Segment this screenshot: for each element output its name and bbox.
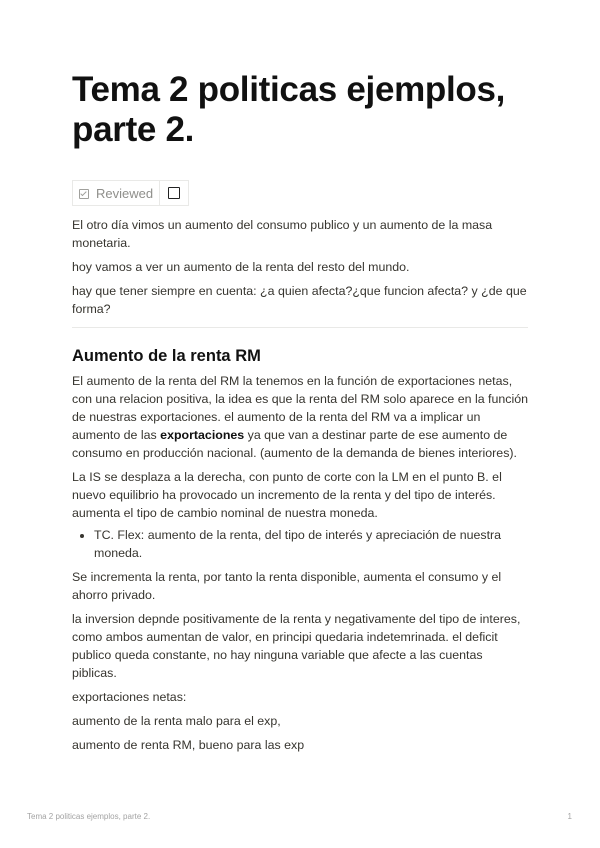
section-paragraph-5: exportaciones netas: [72,690,187,704]
property-name [72,180,159,206]
section-paragraph-2: La IS se desplaza a la derecha, con punto de corte con la LM en el punto B. el nuevo equilibrio ha provocado un incremento de la renta y del tipo de interés. aumenta el tipo de cambio nominal de nuestra moneda. [72,470,502,520]
bullet-item: • TC. Flex: aumento de la renta, del tipo de interés y apreciación de nuestra moneda. [94,526,528,562]
property-value[interactable] [159,180,189,206]
page-footer [27,812,572,821]
property-label: Reviewed [96,185,154,201]
intro-paragraph-1: El otro día vimos un aumento del consumo publico y un aumento de la masa monetaria. [72,218,493,250]
page-number: 1 [567,812,572,821]
page-content [72,70,528,754]
intro-block [72,216,528,318]
bold-term: exportaciones [160,428,245,442]
section-paragraph-6: aumento de la renta malo para el exp, [72,714,281,728]
section-heading: Aumento de la renta RM [72,347,261,365]
property-row [72,180,528,206]
section-paragraph-1 [72,372,528,462]
bullet-list [72,526,528,562]
intro-paragraph-2: hoy vamos a ver un aumento de la renta del resto del mundo. [72,260,410,274]
section-paragraph-3: Se incrementa la renta, por tanto la renta disponible, aumenta el consumo y el ahorro privado. [72,570,502,602]
section-paragraph-4: la inversion depnde positivamente de la renta y negativamente del tipo de interes, como ambos aumentan de valor, en principi quedaria indetemrinada. el deficit publico queda constante, no hay ninguna variable que afecte a las cuentas piblicas. [72,612,521,680]
paragraph-text: El aumento de la renta del RM la tenemos en la función de exportaciones netas, con una relacion positiva, la idea es que la renta del RM solo aparece en la función de nuestras exportaciones. el aumento de la renta del RM va a implicar un aumento de las [72,374,528,442]
divider [72,327,528,328]
page-title: Tema 2 politicas ejemplos, parte 2. [72,70,506,149]
intro-paragraph-3: hay que tener siempre en cuenta: ¿a quien afecta?¿que funcion afecta? y ¿de que forma? [72,284,527,316]
footer-title: Tema 2 politicas ejemplos, parte 2. [27,812,151,821]
checkbox-property-icon [79,189,89,199]
paragraph-text: ya que van a destinar parte de ese aumento de consumo en producción nacional. (aumento de la demanda de bienes interiores). [72,428,517,460]
reviewed-checkbox[interactable] [168,187,180,199]
section-paragraph-7: aumento de renta RM, bueno para las exp [72,738,305,752]
